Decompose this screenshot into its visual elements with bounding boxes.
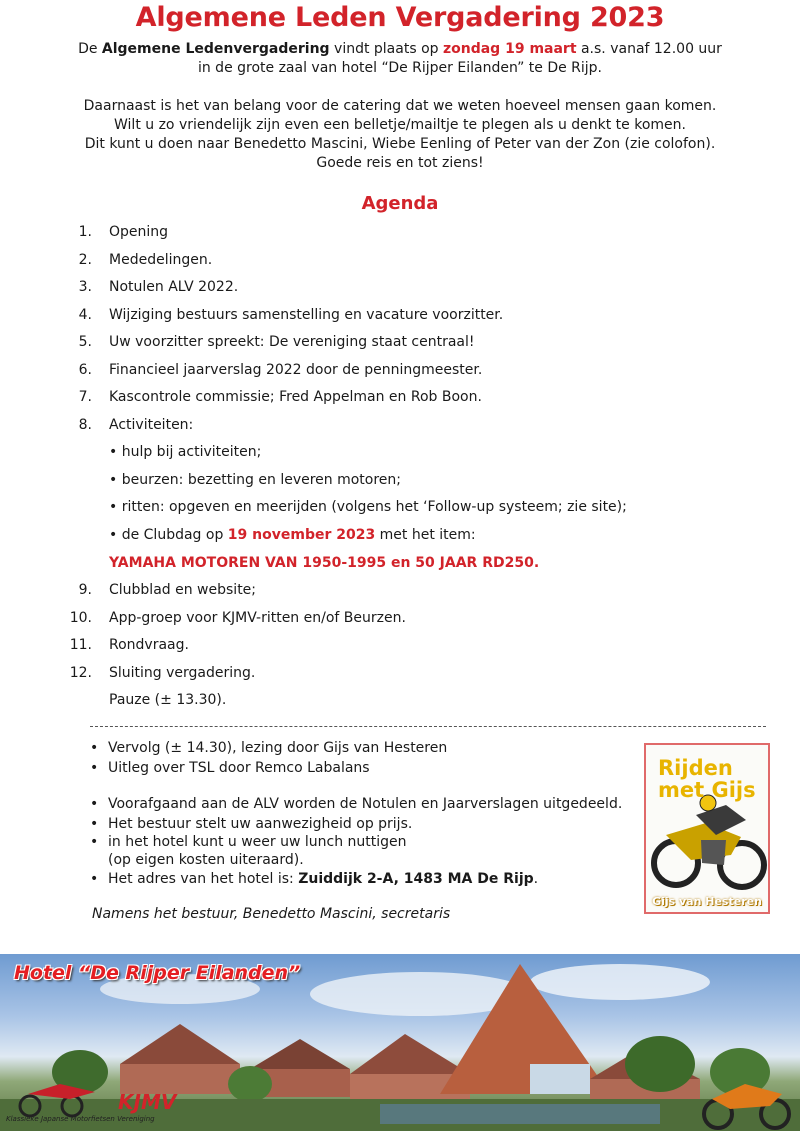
agenda-number: 2. [78,252,92,268]
info-bullet: • Vervolg (± 14.30), lezing door Gijs van Hesteren [90,740,448,756]
kjmv-logo: KJMV [118,1090,177,1114]
intro-date: zondag 19 maart [442,41,577,57]
intro-text [0,40,800,78]
book-title: Rijden met Gijs [658,756,756,802]
clubdag-text: • de Clubdag op [109,527,228,543]
notice-line: Goede reis en tot ziens! [316,155,484,171]
agenda-item: Wijziging bestuurs samenstelling en vacature voorzitter. [109,307,504,323]
agenda-number: 6. [78,362,92,378]
clubdag-item [109,525,476,545]
info-bullet: • in het hotel kunt u weer uw lunch nuttigen [90,834,407,850]
notice-line: Daarnaast is het van belang voor de catering dat we weten hoeveel mensen gaan komen. [83,98,717,114]
book-cover-image [644,743,770,914]
agenda-item: Activiteiten: [109,417,194,433]
agenda-number: 8. [78,417,92,433]
agenda-item: Mededelingen. [109,252,213,268]
book-author: Gijs van Hesteren [652,895,762,908]
activity-item: • beurzen: bezetting en leveren motoren; [109,472,402,488]
intro-time: a.s. vanaf 12.00 uur [576,41,722,57]
agenda-number: 9. [78,582,92,598]
clubdag-date: 19 november 2023 [227,527,376,543]
hotel-banner: Hotel “De Rijper Eilanden” [14,962,301,984]
agenda-number: 7. [78,389,92,405]
intro-text-c: vindt plaats op [329,41,443,57]
signature: Namens het bestuur, Benedetto Mascini, secretaris [92,906,451,922]
agenda-item: Kascontrole commissie; Fred Appelman en Rob Boon. [109,389,482,405]
clubdag-theme: YAMAHA MOTOREN VAN 1950-1995 en 50 JAAR RD250. [109,555,540,571]
intro-line-2: in de grote zaal van hotel “De Rijper Eilanden” te De Rijp. [197,60,603,76]
agenda-number: 1. [78,224,92,240]
intro-ledenvergadering: Algemene Ledenvergadering [101,41,330,57]
dashed-divider [90,726,766,727]
agenda-heading: Agenda [361,193,439,214]
agenda-number: 10. [69,610,92,626]
agenda-number: 5. [78,334,92,350]
intro-text-a: De [78,41,102,57]
agenda-number: 11. [69,637,92,653]
address-bullet: • Het adres van het hotel is: Zuiddijk 2-A, 1483 MA De Rijp. [90,871,539,887]
activity-item: • hulp bij activiteiten; [109,444,262,460]
info-bullet: • Het bestuur stelt uw aanwezigheid op prijs. [90,816,413,832]
agenda-item: Clubblad en website; [109,582,257,598]
agenda-item: Rondvraag. [109,637,189,653]
pause-item: Pauze (± 13.30). [109,692,227,708]
agenda-item: Uw voorzitter spreekt: De vereniging staat centraal! [109,334,475,350]
info-bullet-cont: (op eigen kosten uiteraard). [108,852,304,868]
agenda-item: Sluiting vergadering. [109,665,256,681]
agenda-item: Financieel jaarverslag 2022 door de penningmeester. [109,362,483,378]
agenda-number: 3. [78,279,92,295]
kjmv-logo-subtitle: Klassieke Japanse Motorfietsen Vereniging [6,1115,155,1123]
catering-notice [0,97,800,173]
info-bullet: • Voorafgaand aan de ALV worden de Notulen en Jaarverslagen uitgedeeld. [90,796,623,812]
page-title: Algemene Leden Vergadering 2023 [135,2,665,33]
activity-item: • ritten: opgeven en meerijden (volgens het ‘Follow-up systeem; zie site); [109,499,627,515]
notice-line: Wilt u zo vriendelijk zijn even een belletje/mailtje te plegen als u denkt te komen. [114,117,686,133]
hotel-address: Zuiddijk 2-A, 1483 MA De Rijp [298,871,534,887]
intro-line-1 [0,40,800,59]
agenda-item: App-groep voor KJMV-ritten en/of Beurzen. [109,610,406,626]
agenda-number: 4. [78,307,92,323]
hotel-photo [0,954,800,1131]
info-bullet: • Uitleg over TSL door Remco Labalans [90,760,370,776]
agenda-number: 12. [69,665,92,681]
notice-line: Dit kunt u doen naar Benedetto Mascini, Wiebe Eenling of Peter van der Zon (zie colofon). [84,136,716,152]
agenda-item: Opening [109,224,169,240]
clubdag-text-end: met het item: [375,527,476,543]
agenda-item: Notulen ALV 2022. [109,279,239,295]
